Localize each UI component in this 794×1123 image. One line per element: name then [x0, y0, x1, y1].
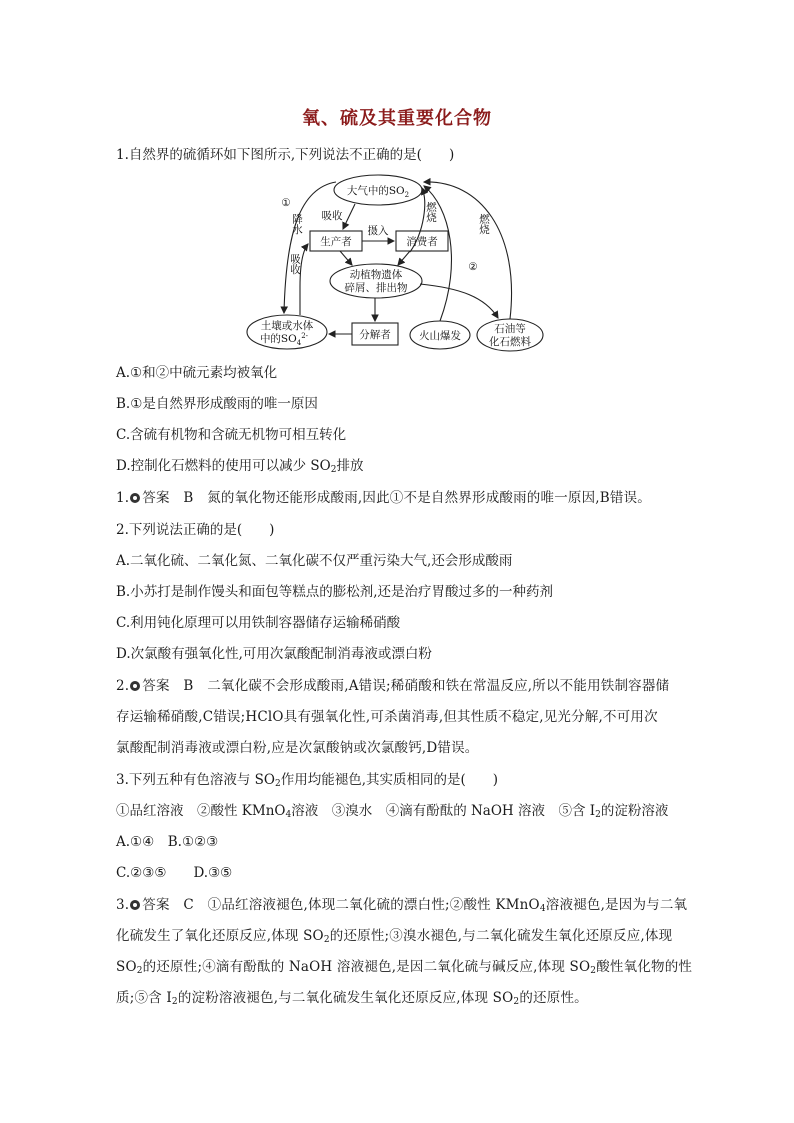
answer-marker-icon: [130, 493, 140, 503]
q2-option-a: A.二氧化硫、二氧化氮、二氧化碳不仅严重污染大气,还会形成酸雨: [116, 553, 513, 569]
page-title: 氧、硫及其重要化合物: [302, 108, 492, 129]
q3-stem: 3.下列五种有色溶液与 $SO_2$作用均能褪色,其实质相同的是( ): [116, 772, 499, 789]
q1-option-d: D.控制化石燃料的使用可以减少 $SO_2$排放: [116, 458, 364, 475]
q3-answer-line3: $SO_2$的还原性;④滴有酚酞的 NaOH 溶液褪色,是因二氧化硫与碱反应,体现 $SO_2$酸性氧化物的性: [116, 959, 693, 976]
absorb-top-arrow: [343, 204, 355, 229]
svg-text:分解者: 分解者: [359, 329, 391, 341]
sulfur-cycle-diagram: [240, 172, 570, 352]
svg-text:②: ②: [468, 261, 478, 273]
svg-text:大气中的SO2: 大气中的$SO_2$: [346, 185, 410, 199]
q3-answer-line2: 化硫发生了氧化还原反应,体现 $SO_2$的还原性;③溴水褪色,与二氧化硫发生氧化还原反应,体现: [116, 928, 673, 945]
svg-text:土壤或水体: 土壤或水体: [260, 320, 314, 332]
svg-text:吸收: 吸收: [289, 253, 301, 275]
svg-text:燃烧: 燃烧: [425, 201, 437, 223]
svg-text:①: ①: [281, 197, 291, 209]
absorb-left-arrow: [300, 244, 308, 315]
q2-answer-line3: 氯酸配制消毒液或漂白粉,应是次氯酸钠或次氯酸钙,D错误。: [116, 740, 479, 756]
svg-text:消费者: 消费者: [406, 236, 438, 248]
svg-text:石油等: 石油等: [494, 323, 526, 335]
q1-answer: 1. 答案 B 氮的氧化物还能形成酸雨,因此①不是自然界形成酸雨的唯一原因,B错误。: [116, 490, 652, 506]
q2-stem: 2.下列说法正确的是( ): [116, 522, 275, 538]
svg-text:吸收: 吸收: [321, 210, 343, 222]
q1-option-c: C.含硫有机物和含硫无机物可相互转化: [116, 427, 347, 443]
q2-answer-line2: 存运输稀硝酸,C错误;HClO具有强氧化性,可杀菌消毒,但其性质不稳定,见光分解,不可用次: [116, 709, 658, 725]
q3-options-row2: C.②③⑤ D.③⑤: [116, 865, 233, 881]
answer-marker-icon: [130, 681, 140, 691]
consumer-to-remains-arrow: [398, 251, 410, 265]
q3-answer-line1: 3. 答案 C ①品红溶液褪色,体现二氧化硫的漂白性;②酸性 KMnO$_4$溶液褪色,是因为与二氧: [116, 897, 688, 914]
q1-option-a: A.①和②中硫元素均被氧化: [116, 365, 278, 381]
svg-text:摄入: 摄入: [367, 225, 389, 237]
svg-text:火山爆发: 火山爆发: [419, 330, 461, 342]
q3-answer-line4: 质;⑤含 $I_2$的淀粉溶液褪色,与二氧化硫发生氧化还原反应,体现 $SO_2$的还原性。: [116, 990, 588, 1007]
svg-text:生产者: 生产者: [320, 236, 352, 248]
remains-to-fossil-arrow: [420, 284, 498, 318]
q1-stem: 1.自然界的硫循环如下图所示,下列说法不正确的是( ): [116, 147, 455, 163]
q2-answer-line1: 2. 答案 B 二氧化碳不会形成酸雨,A错误;稀硝酸和铁在常温反应,所以不能用铁制容器储: [116, 678, 670, 694]
svg-text:化石燃料: 化石燃料: [489, 336, 531, 348]
q3-items: ①品红溶液 ②酸性 KMnO$_4$溶液 ③溴水 ④滴有酚酞的 NaOH 溶液 ⑤含 $I_2$的淀粉溶液: [116, 803, 669, 820]
svg-text:中的SO42-: 中的$SO_4^{2-}$: [259, 332, 309, 347]
svg-text:燃烧: 燃烧: [478, 213, 490, 235]
q2-option-d: D.次氯酸有强氧化性,可用次氯酸配制消毒液或漂白粉: [116, 646, 432, 662]
q2-option-c: C.利用钝化原理可以用铁制容器储存运输稀硝酸: [116, 615, 401, 631]
producer-to-remains-arrow: [340, 251, 352, 265]
q2-option-b: B.小苏打是制作馒头和面包等糕点的膨松剂,还是治疗胃酸过多的一种药剂: [116, 584, 554, 600]
q1-option-b: B.①是自然界形成酸雨的唯一原因: [116, 396, 318, 412]
svg-text:动植物遗体: 动植物遗体: [349, 269, 403, 281]
answer-marker-icon: [130, 900, 140, 910]
svg-text:降水: 降水: [291, 213, 303, 235]
svg-text:碎屑、排出物: 碎屑、排出物: [344, 282, 408, 294]
q3-options-row1: A.①④ B.①②③: [116, 834, 219, 850]
